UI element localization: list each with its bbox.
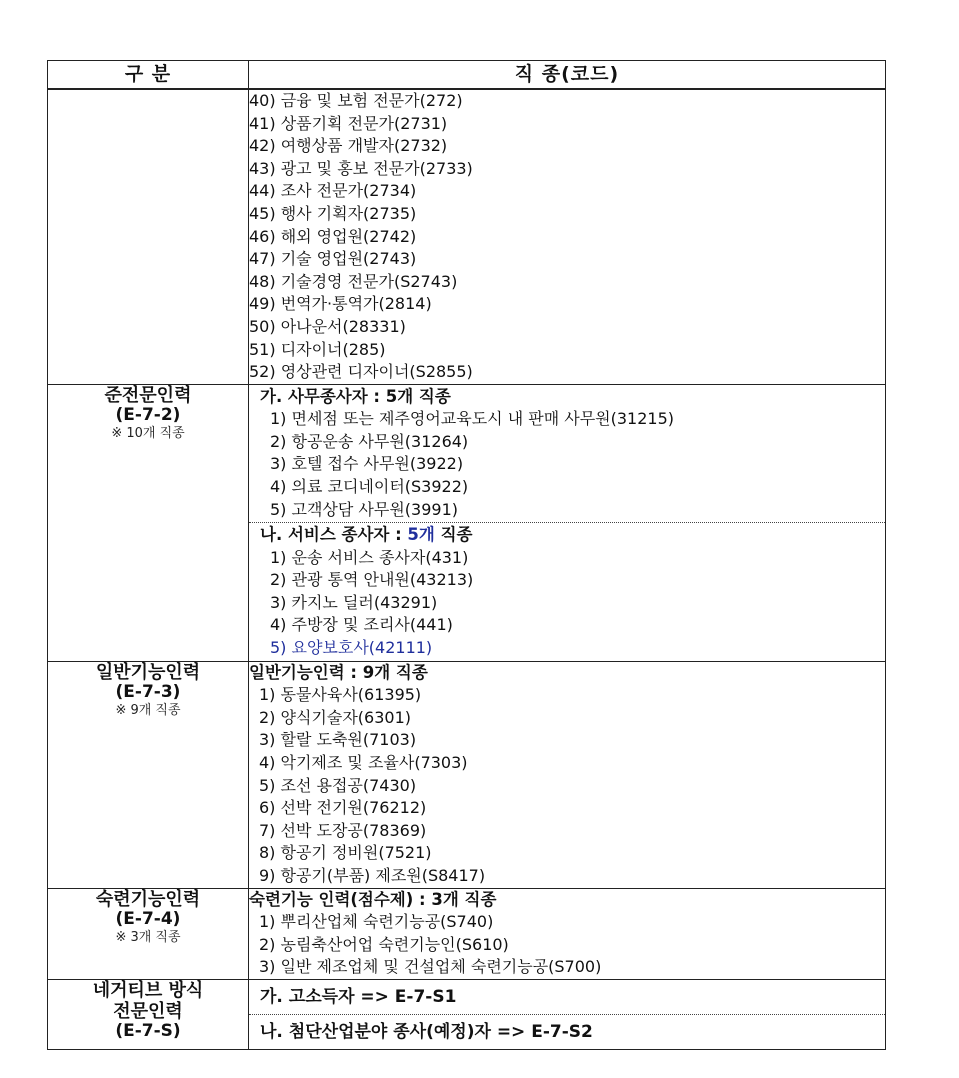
category-cell	[48, 384, 249, 661]
list-item: 3) 호텔 접수 사무원(3922)	[270, 454, 464, 474]
group-title-suffix: 직종	[434, 525, 473, 545]
category-name: 일반기능인력	[95, 661, 201, 683]
list-item: 4) 악기제조 및 조율사(7303)	[259, 752, 468, 772]
list-item-highlighted: 5) 요양보호사(42111)	[270, 638, 433, 658]
list-item: 2) 관광 통역 안내원(43213)	[270, 570, 474, 590]
category-cell	[48, 979, 249, 1049]
list-item: 2) 항공운송 사무원(31264)	[270, 431, 469, 451]
list-item: 1) 면세점 또는 제주영어교육도시 내 판매 사무원(31215)	[270, 409, 674, 429]
list-item: 1) 운송 서비스 종사자(431)	[270, 547, 469, 567]
occupation-table	[47, 60, 886, 1050]
group-title: 일반기능인력 : 9개 직종	[249, 662, 428, 682]
list-item: 40) 금융 및 보험 전문가(272)	[249, 91, 463, 110]
list-item: 7) 선박 도장공(78369)	[259, 820, 427, 840]
category-note: ※ 3개 직종	[115, 929, 181, 945]
category-cell-empty	[48, 89, 249, 384]
table-row	[48, 888, 886, 979]
list-item: 52) 영상관련 디자이너(S2855)	[249, 362, 473, 382]
category-note: ※ 10개 직종	[111, 425, 185, 441]
jobs-cell	[249, 979, 886, 1049]
group-title: 가. 사무종사자 : 5개 직종	[260, 386, 451, 406]
table-row	[48, 384, 886, 661]
category-cell	[48, 661, 249, 888]
list-item: 48) 기술경영 전문가(S2743)	[249, 271, 458, 291]
list-item: 2) 농림축산어업 숙련기능인(S610)	[259, 934, 509, 954]
list-item: 3) 할랄 도축원(7103)	[259, 730, 417, 750]
category-name-line2: 전문인력	[113, 1000, 183, 1022]
category-name: 숙련기능인력	[95, 888, 201, 910]
jobs-cell	[249, 89, 886, 384]
list-item: 4) 의료 코디네이터(S3922)	[270, 477, 469, 496]
list-item: 6) 선박 전기원(76212)	[259, 798, 427, 818]
list-item: 8) 항공기 정비원(7521)	[259, 843, 432, 863]
category-name: 준전문인력	[104, 384, 192, 406]
group-office	[249, 385, 885, 522]
table-row	[48, 89, 886, 384]
list-item: 3) 카지노 딜러(43291)	[270, 592, 438, 612]
table-row	[48, 979, 886, 1049]
high-income-line: 가. 고소득자 => E-7-S1	[260, 986, 457, 1007]
jobs-cell	[249, 888, 886, 979]
jobs-cell	[249, 661, 886, 888]
list-item: 49) 번역가·통역가(2814)	[249, 294, 432, 314]
list-item: 2) 양식기술자(6301)	[259, 707, 411, 727]
header-category: 구 분	[48, 61, 249, 90]
group-service	[249, 522, 885, 660]
table-header-row	[48, 61, 886, 90]
list-item: 4) 주방장 및 조리사(441)	[270, 615, 453, 635]
list-item: 3) 일반 제조업체 및 건설업체 숙련기능공(S700)	[259, 957, 602, 977]
list-item: 50) 아나운서(28331)	[249, 316, 406, 336]
list-item: 42) 여행상품 개발자(2732)	[249, 136, 448, 156]
category-note: ※ 9개 직종	[115, 702, 181, 718]
list-item: 46) 해외 영업원(2742)	[249, 226, 417, 246]
list-item: 51) 디자이너(285)	[249, 339, 386, 359]
group-title-prefix: 나. 서비스 종사자 :	[260, 525, 408, 545]
list-item: 45) 행사 기획자(2735)	[249, 203, 417, 223]
advanced-industry-line: 나. 첨단산업분야 종사(예정)자 => E-7-S2	[249, 1014, 885, 1049]
header-occupation: 직 종(코드)	[249, 61, 886, 90]
category-code: (E-7-2)	[115, 404, 181, 425]
table-row	[48, 661, 886, 888]
list-item: 44) 조사 전문가(2734)	[249, 181, 417, 201]
list-item: 43) 광고 및 홍보 전문가(2733)	[249, 158, 473, 178]
jobs-cell	[249, 384, 886, 661]
list-item: 41) 상품기획 전문가(2731)	[249, 113, 448, 133]
list-item: 9) 항공기(부품) 제조원(S8417)	[259, 865, 486, 885]
group-title: 숙련기능 인력(점수제) : 3개 직종	[249, 889, 497, 909]
group-title	[260, 524, 885, 547]
list-item: 47) 기술 영업원(2743)	[249, 249, 417, 269]
category-code: (E-7-4)	[115, 908, 181, 929]
list-item: 1) 동물사육사(61395)	[259, 685, 422, 705]
list-item: 5) 조선 용접공(7430)	[259, 775, 417, 795]
group-title-count: 5개	[407, 525, 435, 545]
category-code: (E-7-S)	[115, 1020, 181, 1041]
category-code: (E-7-3)	[115, 681, 181, 702]
list-item: 1) 뿌리산업체 숙련기능공(S740)	[259, 912, 494, 931]
category-name: 네거티브 방식	[92, 979, 204, 1001]
category-cell	[48, 888, 249, 979]
list-item: 5) 고객상담 사무원(3991)	[270, 499, 458, 519]
